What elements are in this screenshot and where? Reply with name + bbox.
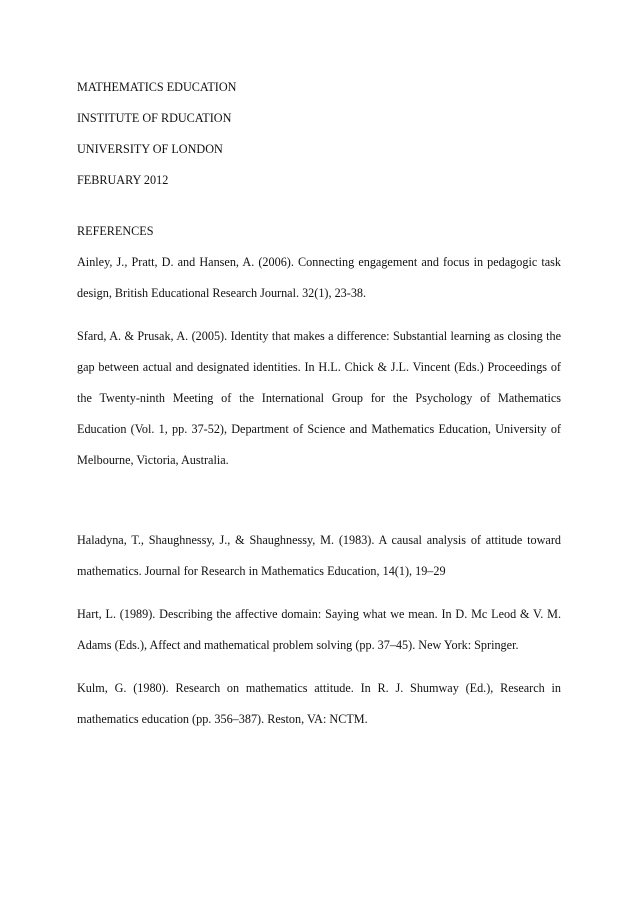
page-content — [77, 72, 561, 747]
reference-item: Kulm, G. (1980). Research on mathematics attitude. In R. J. Shumway (Ed.), Research in mathematics education (pp. 356–387). Reston, VA: NCTM. — [77, 681, 561, 726]
header-line-university: UNIVERSITY OF LONDON — [77, 142, 223, 156]
references-heading: REFERENCES — [77, 224, 154, 238]
spacer — [77, 196, 561, 216]
reference-list — [77, 247, 561, 735]
header-line-date: FEBRUARY 2012 — [77, 173, 169, 187]
spacer — [77, 488, 561, 525]
reference-item: Haladyna, T., Shaughnessy, J., & Shaughnessy, M. (1983). A causal analysis of attitude toward mathematics. Journal for Research in Mathematics Education, 14(1), 19–29 — [77, 533, 561, 578]
reference-item: Hart, L. (1989). Describing the affective domain: Saying what we mean. In D. Mc Leod & V. M. Adams (Eds.), Affect and mathematical problem solving (pp. 37–45). New York: Springer. — [77, 607, 561, 652]
reference-item: Sfard, A. & Prusak, A. (2005). Identity that makes a difference: Substantial learning as closing the gap between actual and designated identities. In H.L. Chick & J.L. Vincent (Eds.) Proceedings of the Twenty-ninth Meeting of the International Group for the Psychology of Mathematics Education (Vol. 1, pp. 37-52), Department of Science and Mathematics Education, University of Melbourne, Victoria, Australia. — [77, 329, 561, 467]
header-line-department: MATHEMATICS EDUCATION — [77, 80, 237, 94]
reference-item: Ainley, J., Pratt, D. and Hansen, A. (2006). Connecting engagement and focus in pedagogic task design, British Educational Research Journal. 32(1), 23-38. — [77, 255, 561, 300]
header-line-institute: INSTITUTE OF RDUCATION — [77, 111, 232, 125]
